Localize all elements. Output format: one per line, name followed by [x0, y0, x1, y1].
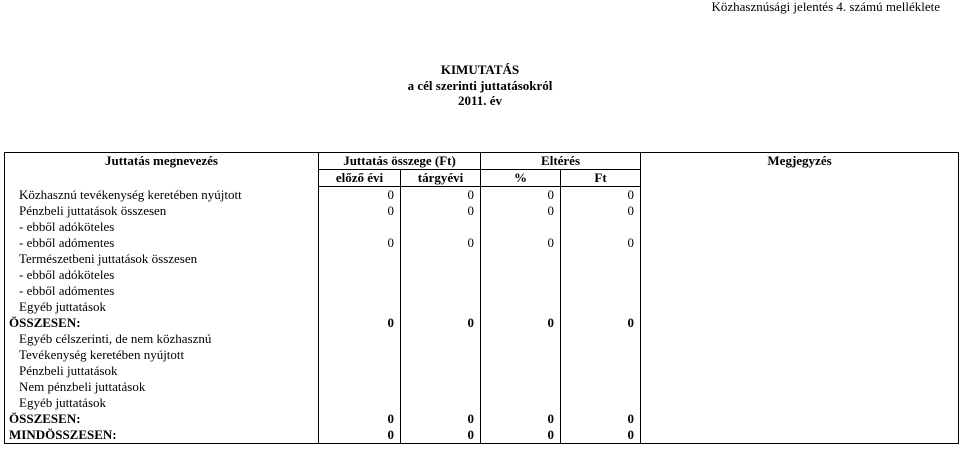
cell-note — [641, 299, 959, 315]
table-row — [5, 395, 959, 411]
header-row-1 — [5, 153, 959, 170]
table-row — [5, 411, 959, 427]
table-row — [5, 363, 959, 379]
cell-pct — [481, 379, 561, 395]
cell-prev-year — [319, 379, 401, 395]
cell-ft: 0 — [561, 315, 641, 331]
cell-curr-year — [401, 267, 481, 283]
cell-note — [641, 251, 959, 267]
report-year: 2011. év — [457, 93, 503, 108]
cell-curr-year — [401, 251, 481, 267]
table-row — [5, 427, 959, 444]
row-label: Pénzbeli juttatások — [5, 363, 319, 379]
cell-pct: 0 — [481, 235, 561, 251]
cell-ft: 0 — [561, 203, 641, 219]
cell-curr-year: 0 — [401, 315, 481, 331]
cell-note — [641, 395, 959, 411]
table-row — [5, 331, 959, 347]
cell-note — [641, 331, 959, 347]
row-label: Tevékenység keretében nyújtott — [5, 347, 319, 363]
cell-prev-year: 0 — [319, 235, 401, 251]
cell-note — [641, 363, 959, 379]
row-label: Pénzbeli juttatások összesen — [5, 203, 319, 219]
cell-curr-year: 0 — [401, 203, 481, 219]
cell-ft — [561, 331, 641, 347]
cell-pct: 0 — [481, 315, 561, 331]
table-row — [5, 315, 959, 331]
row-label: Egyéb célszerinti, de nem közhasznú — [5, 331, 319, 347]
cell-prev-year: 0 — [319, 427, 401, 444]
col-header-note: Megjegyzés — [641, 153, 959, 187]
table-row — [5, 299, 959, 315]
table-row — [5, 235, 959, 251]
cell-ft — [561, 347, 641, 363]
cell-pct: 0 — [481, 411, 561, 427]
cell-ft — [561, 251, 641, 267]
cell-note — [641, 347, 959, 363]
cell-prev-year — [319, 283, 401, 299]
col-header-diff: Eltérés — [481, 153, 641, 170]
cell-note — [641, 203, 959, 219]
cell-note — [641, 267, 959, 283]
cell-prev-year — [319, 331, 401, 347]
cell-prev-year: 0 — [319, 315, 401, 331]
col-header-pct: % — [481, 170, 561, 187]
table-row — [5, 379, 959, 395]
cell-curr-year — [401, 331, 481, 347]
col-header-curr-year: tárgyévi — [401, 170, 481, 187]
cell-note — [641, 427, 959, 444]
table-row — [5, 347, 959, 363]
row-label: Egyéb juttatások — [5, 299, 319, 315]
cell-note — [641, 235, 959, 251]
row-label: ÖSSZESEN: — [5, 315, 319, 331]
cell-pct: 0 — [481, 187, 561, 204]
attachment-note: Közhasznúsági jelentés 4. számú melléklete — [711, 0, 940, 14]
table-row — [5, 203, 959, 219]
cell-ft — [561, 267, 641, 283]
row-label: Természetbeni juttatások összesen — [5, 251, 319, 267]
cell-ft: 0 — [561, 411, 641, 427]
cell-pct: 0 — [481, 427, 561, 444]
cell-pct — [481, 347, 561, 363]
cell-note — [641, 379, 959, 395]
row-label: - ebből adómentes — [5, 283, 319, 299]
col-header-name: Juttatás megnevezés — [5, 153, 319, 187]
cell-pct — [481, 251, 561, 267]
cell-note — [641, 187, 959, 204]
cell-ft: 0 — [561, 427, 641, 444]
table-row — [5, 219, 959, 235]
cell-note — [641, 283, 959, 299]
cell-prev-year — [319, 347, 401, 363]
cell-prev-year: 0 — [319, 187, 401, 204]
cell-pct: 0 — [481, 203, 561, 219]
cell-pct — [481, 219, 561, 235]
row-label: - ebből adóköteles — [5, 219, 319, 235]
report-title: KIMUTATÁS — [440, 62, 520, 77]
cell-prev-year — [319, 299, 401, 315]
row-label: - ebből adóköteles — [5, 267, 319, 283]
table-row — [5, 251, 959, 267]
table-row — [5, 187, 959, 204]
cell-note — [641, 411, 959, 427]
row-label: Nem pénzbeli juttatások — [5, 379, 319, 395]
cell-prev-year: 0 — [319, 203, 401, 219]
cell-note — [641, 315, 959, 331]
cell-curr-year — [401, 363, 481, 379]
cell-ft — [561, 379, 641, 395]
col-header-prev-year: előző évi — [319, 170, 401, 187]
cell-curr-year — [401, 299, 481, 315]
cell-prev-year: 0 — [319, 411, 401, 427]
cell-ft: 0 — [561, 187, 641, 204]
cell-prev-year — [319, 219, 401, 235]
cell-ft — [561, 219, 641, 235]
col-header-amount: Juttatás összege (Ft) — [319, 153, 481, 170]
cell-curr-year: 0 — [401, 187, 481, 204]
cell-prev-year — [319, 395, 401, 411]
cell-ft — [561, 299, 641, 315]
cell-pct — [481, 331, 561, 347]
col-header-ft: Ft — [561, 170, 641, 187]
cell-pct — [481, 267, 561, 283]
row-label: - ebből adómentes — [5, 235, 319, 251]
cell-pct — [481, 299, 561, 315]
row-label: MINDÖSSZESEN: — [5, 427, 319, 444]
cell-prev-year — [319, 267, 401, 283]
cell-ft — [561, 363, 641, 379]
row-label: Egyéb juttatások — [5, 395, 319, 411]
cell-pct — [481, 363, 561, 379]
cell-curr-year — [401, 395, 481, 411]
report-subtitle: a cél szerinti juttatásokról — [407, 78, 553, 93]
cell-curr-year: 0 — [401, 235, 481, 251]
cell-ft — [561, 395, 641, 411]
cell-prev-year — [319, 251, 401, 267]
cell-pct — [481, 395, 561, 411]
cell-curr-year — [401, 283, 481, 299]
cell-ft: 0 — [561, 235, 641, 251]
table-row — [5, 283, 959, 299]
cell-prev-year — [319, 363, 401, 379]
cell-curr-year — [401, 219, 481, 235]
table-row — [5, 267, 959, 283]
cell-pct — [481, 283, 561, 299]
cell-curr-year: 0 — [401, 427, 481, 444]
benefits-table — [4, 152, 959, 444]
cell-curr-year: 0 — [401, 411, 481, 427]
row-label: ÖSSZESEN: — [5, 411, 319, 427]
cell-curr-year — [401, 347, 481, 363]
cell-curr-year — [401, 379, 481, 395]
cell-ft — [561, 283, 641, 299]
cell-note — [641, 219, 959, 235]
row-label: Közhasznú tevékenység keretében nyújtott — [5, 187, 319, 204]
